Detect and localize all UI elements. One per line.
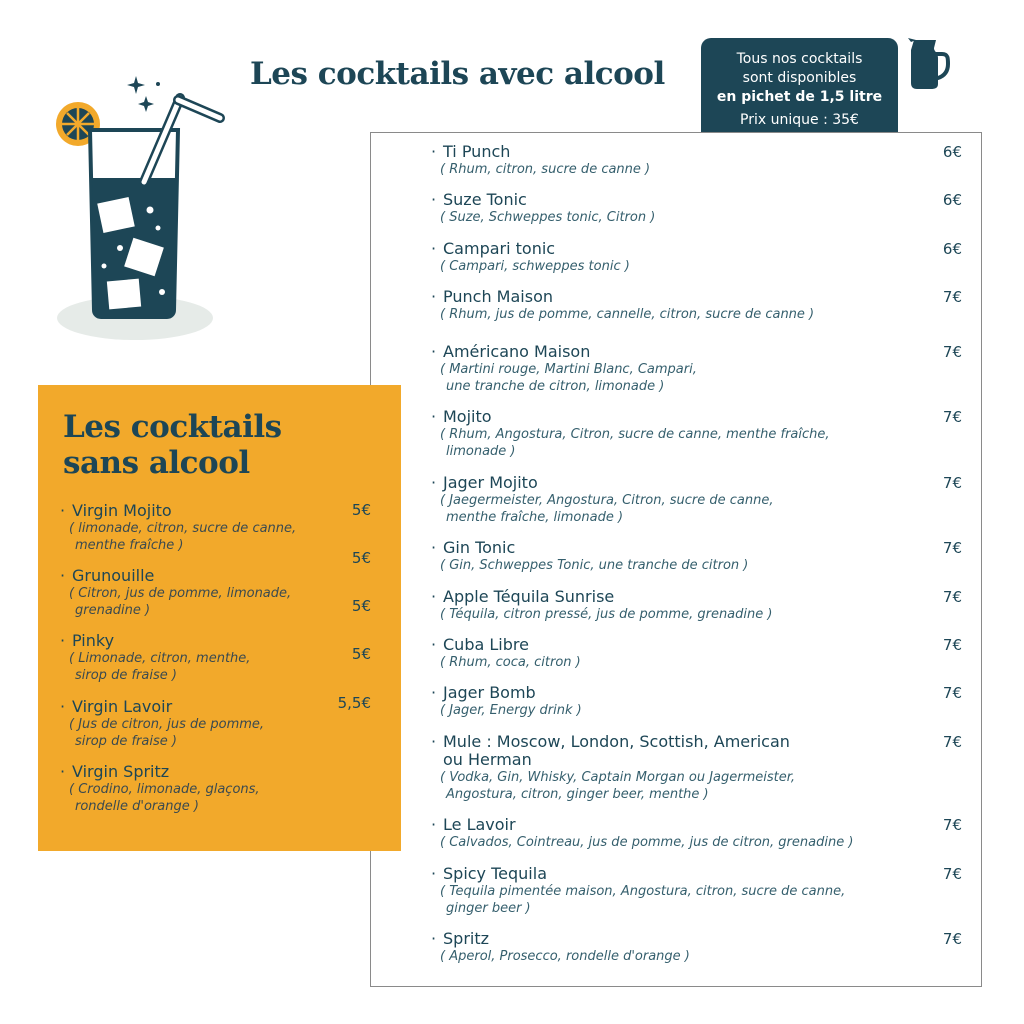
item-ingredients-cont: grenadine ) — [75, 603, 151, 618]
menu-item — [431, 239, 962, 275]
item-ingredients: ( Gin, Schweppes Tonic, une tranche de citron ) — [440, 558, 749, 573]
item-ingredients-cont: rondelle d'orange ) — [75, 799, 199, 814]
menu-item — [60, 567, 320, 619]
item-price: 6€ — [942, 143, 962, 161]
item-price: 7€ — [942, 474, 962, 492]
item-ingredients: ( limonade, citron, sucre de canne, — [69, 521, 297, 536]
menu-item — [431, 815, 962, 851]
menu-item — [431, 142, 962, 178]
cocktails-sans-alcool-panel — [38, 385, 401, 851]
item-name: · Suze Tonic — [431, 190, 527, 209]
item-name: · Jager Mojito — [431, 473, 538, 492]
menu-item — [431, 732, 962, 803]
item-ingredients: ( Tequila pimentée maison, Angostura, citron, sucre de canne, — [440, 884, 846, 899]
menu-item — [431, 929, 962, 965]
item-ingredients: ( Vodka, Gin, Whisky, Captain Morgan ou Jagermeister, — [440, 770, 796, 785]
item-name: · Gin Tonic — [431, 538, 516, 557]
item-ingredients: ( Rhum, Angostura, Citron, sucre de canne, menthe fraîche, — [440, 427, 830, 442]
item-ingredients: ( Aperol, Prosecco, rondelle d'orange ) — [440, 949, 690, 964]
menu-item — [431, 473, 962, 526]
item-price: 7€ — [942, 408, 962, 426]
item-name: · Virgin Lavoir — [60, 697, 173, 716]
badge-line-1: Tous nos cocktails — [736, 51, 863, 67]
item-price: 7€ — [942, 539, 962, 557]
item-ingredients-cont: limonade ) — [446, 444, 516, 459]
item-name: · Cuba Libre — [431, 635, 529, 654]
item-ingredients: ( Jager, Energy drink ) — [440, 703, 582, 718]
item-name: · Campari tonic — [431, 239, 556, 258]
item-name: · Virgin Mojito — [60, 501, 172, 520]
menu-item — [431, 587, 962, 623]
pitcher-icon — [908, 38, 952, 90]
menu-item — [431, 190, 962, 226]
item-ingredients-cont: ginger beer ) — [446, 901, 531, 916]
menu-item — [60, 698, 320, 750]
item-name: · Grunouille — [60, 566, 155, 585]
item-ingredients-cont: sirop de fraise ) — [75, 668, 177, 683]
menu-item — [431, 407, 962, 460]
item-name-cont: ou Herman — [443, 750, 532, 769]
cocktail-glass-icon — [50, 70, 230, 350]
section-title-line-2: sans alcool — [63, 445, 250, 481]
item-ingredients: ( Suze, Schweppes tonic, Citron ) — [440, 210, 656, 225]
item-ingredients: ( Crodino, limonade, glaçons, — [69, 782, 260, 797]
section-title-sans-alcool — [63, 409, 282, 481]
item-name: · Mojito — [431, 407, 492, 426]
item-name: · Jager Bomb — [431, 683, 536, 702]
item-name: · Ti Punch — [431, 142, 511, 161]
menu-item — [431, 635, 962, 671]
item-name: · Pinky — [60, 631, 115, 650]
item-price: 7€ — [942, 588, 962, 606]
item-ingredients: ( Rhum, citron, sucre de canne ) — [440, 162, 651, 177]
item-price: 7€ — [942, 733, 962, 751]
item-ingredients: ( Limonade, citron, menthe, — [69, 651, 251, 666]
menu-item — [431, 538, 962, 574]
item-price: 7€ — [942, 288, 962, 306]
item-name: · Spritz — [431, 929, 490, 948]
item-price: 6€ — [942, 191, 962, 209]
menu-item — [431, 287, 962, 323]
item-ingredients: ( Calvados, Cointreau, jus de pomme, jus de citron, grenadine ) — [440, 835, 854, 850]
menu-item — [60, 502, 320, 554]
item-ingredients: ( Martini rouge, Martini Blanc, Campari, — [440, 362, 697, 377]
item-price: 5€ — [351, 597, 371, 615]
item-price: 5€ — [351, 549, 371, 567]
item-price: 5€ — [351, 501, 371, 519]
item-ingredients: ( Rhum, jus de pomme, cannelle, citron, sucre de canne ) — [440, 307, 815, 322]
item-name: · Américano Maison — [431, 342, 591, 361]
badge-line-3: en pichet de 1,5 litre — [716, 89, 883, 105]
item-price: 7€ — [942, 816, 962, 834]
cocktails-alcool-list — [370, 132, 982, 987]
menu-item — [431, 342, 962, 395]
page-title-alcool: Les cocktails avec alcool — [250, 56, 665, 92]
item-ingredients: ( Rhum, coca, citron ) — [440, 655, 581, 670]
badge-line-2: sont disponibles — [742, 70, 857, 86]
item-ingredients-cont: menthe fraîche, limonade ) — [446, 510, 624, 525]
item-price: 7€ — [942, 865, 962, 883]
item-name: · Virgin Spritz — [60, 762, 170, 781]
item-ingredients: ( Jus de citron, jus de pomme, — [69, 717, 265, 732]
item-name: · Apple Téquila Sunrise — [431, 587, 615, 606]
menu-item — [431, 683, 962, 719]
item-ingredients: ( Jaegermeister, Angostura, Citron, sucre de canne, — [440, 493, 774, 508]
menu-item — [60, 763, 320, 815]
item-price: 5,5€ — [337, 694, 371, 712]
item-price: 6€ — [942, 240, 962, 258]
item-price: 5€ — [351, 645, 371, 663]
item-price: 7€ — [942, 684, 962, 702]
item-ingredients-cont: une tranche de citron, limonade ) — [446, 379, 665, 394]
item-name: · Punch Maison — [431, 287, 553, 306]
item-price: 7€ — [942, 636, 962, 654]
item-price: 7€ — [942, 343, 962, 361]
item-ingredients-cont: Angostura, citron, ginger beer, menthe ) — [446, 787, 709, 802]
item-ingredients-cont: sirop de fraise ) — [75, 734, 177, 749]
item-ingredients-cont: menthe fraîche ) — [75, 538, 184, 553]
menu-item — [431, 864, 962, 917]
item-name: · Spicy Tequila — [431, 864, 547, 883]
item-name: · Le Lavoir — [431, 815, 516, 834]
item-price: 7€ — [942, 930, 962, 948]
badge-price: Prix unique : 35€ — [740, 112, 859, 128]
item-name: · Mule : Moscow, London, Scottish, American — [431, 732, 790, 751]
section-title-line-1: Les cocktails — [63, 409, 282, 445]
menu-item — [60, 632, 320, 684]
item-ingredients: ( Téquila, citron pressé, jus de pomme, grenadine ) — [440, 607, 773, 622]
item-ingredients: ( Citron, jus de pomme, limonade, — [69, 586, 292, 601]
item-ingredients: ( Campari, schweppes tonic ) — [440, 259, 630, 274]
